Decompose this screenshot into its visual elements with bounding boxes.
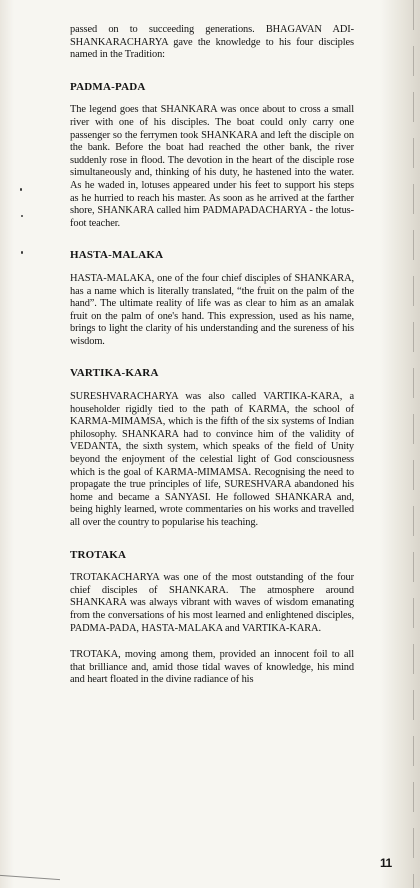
section-paragraph: The legend goes that SHANKARA was once about to cross a small river with one of his disciples. The boat could only carry one passenger so the ferrymen took SHANKARA and left the disciple on the bank. Before the boat had reached the other bank, the river suddenly rose in flood. The devotion in the heart of the disciple rose simultaneously and, thinking of his duty, he hastened into the water. As he waded in, lotuses appeared under his feet to support his steps as he hurried to reach his master. As soon as he arrived at the farther shore, SHANKARA called him PADMAPADACHARYA - the lotus-foot teacher. bbox=[70, 104, 354, 229]
section-paragraph: HASTA-MALAKA, one of the four chief disciples of SHANKARA, has a name which is literally translated, “the fruit on the palm of the hand”. The ultimate reality of life was as clear to him as an amalak fruit on the palm of one's hand. This expression, used as his name, brings to light the clarity of his understanding and the sureness of his wisdom. bbox=[70, 272, 354, 347]
margin-speck bbox=[21, 215, 23, 217]
section-heading-padma-pada: PADMA-PADA bbox=[70, 80, 146, 93]
margin-speck bbox=[21, 251, 23, 254]
page-corner-curl bbox=[0, 875, 60, 888]
opening-paragraph: passed on to succeeding generations. BHAGAVAN ADI-SHANKARACHARYA gave the knowledge to his four disciples named in the Tradition: bbox=[70, 24, 354, 61]
section-paragraph: SURESHVARACHARYA was also called VARTIKA-KARA, a householder rigidly tied to the path of KARMA, the school of KARMA-MIMAMSA, which is the fifth of the six systems of Indian philosophy. SHANKARA had to convince him of the validity of VEDANTA, the sixth system, which speaks of the field of Unity beyond the enjoyment of the celestial light of God consciousness which is the goal of KARMA-MIMAMSA. Recognising the need to propagate the true principles of life, SURESHVARA abandoned his home and became a SANYASI. He followed SHANKARA and, being highly learned, wrote commentaries on his works and travelled all over the country to popularise his teaching. bbox=[70, 391, 354, 528]
text-column bbox=[70, 24, 354, 687]
section-paragraph: TROTAKA, moving among them, provided an innocent foil to all that brilliance and, amid those tidal waves of knowledge, his mind and heart floated in the divine radiance of his bbox=[70, 649, 354, 686]
section-heading-vartika-kara: VARTIKA-KARA bbox=[70, 367, 159, 380]
section-paragraph: TROTAKACHARYA was one of the most outstanding of the four chief disciples of SHANKARA. The atmosphere around SHANKARA was always vibrant with waves of wisdom emanating from the conversations of his most learned and enlightened disciples, PADMA-PADA, HASTA-MALAKA and VARTIKA-KARA. bbox=[70, 572, 354, 634]
section-heading-trotaka: TROTAKA bbox=[70, 548, 127, 561]
page-number: 11 bbox=[380, 856, 392, 870]
margin-speck bbox=[20, 188, 22, 191]
page-edge-shadow bbox=[413, 0, 414, 888]
section-heading-hasta-malaka: HASTA-MALAKA bbox=[70, 249, 164, 262]
